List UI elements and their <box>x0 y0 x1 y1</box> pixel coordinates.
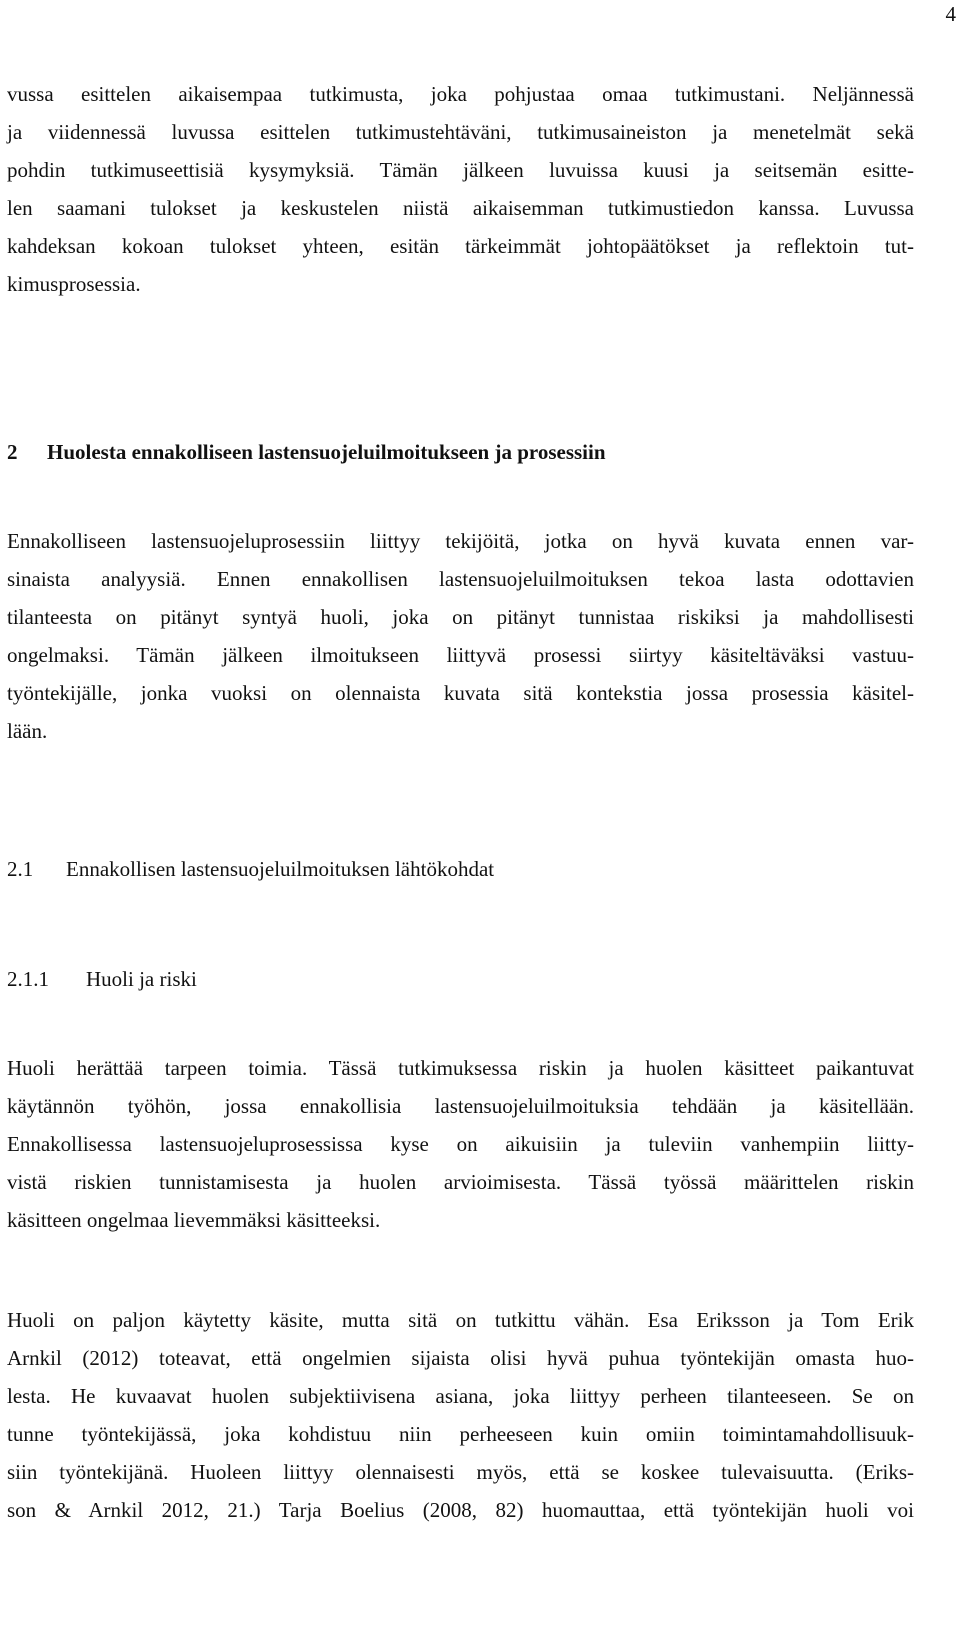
text-line: Huoli on paljon käytetty käsite, mutta sitä on tutkittu vähän. Esa Eriksson ja Tom Erik <box>7 1308 914 1332</box>
text-line: ongelmaksi. Tämän jälkeen ilmoitukseen liittyvä prosessi siirtyy käsiteltäväksi vastuu- <box>7 643 914 667</box>
text-line: pohdin tutkimuseettisiä kysymyksiä. Tämän jälkeen luvuissa kuusi ja seitsemän esitte- <box>7 158 914 182</box>
text-line: käsitteen ongelmaa lievemmäksi käsitteeksi. <box>7 1208 381 1232</box>
section-heading-2-1 <box>7 855 914 883</box>
text-line: käytännön työhön, jossa ennakollisia lastensuojeluilmoituksia tehdään ja käsitellään. <box>7 1094 914 1118</box>
heading-number: 2.1.1 <box>7 967 49 991</box>
heading-title: Ennakollisen lastensuojeluilmoituksen lähtökohdat <box>66 857 495 881</box>
text-line: työntekijälle, jonka vuoksi on olennaista kuvata sitä kontekstia jossa prosessia käsitel- <box>7 681 914 705</box>
heading-number: 2.1 <box>7 857 34 881</box>
heading-title: Huolesta ennakolliseen lastensuojeluilmoitukseen ja prosessiin <box>47 440 606 464</box>
text-line: tunne työntekijässä, joka kohdistuu niin perheeseen kuin omiin toimintamahdollisuuk- <box>7 1422 914 1446</box>
text-line: lään. <box>7 719 48 743</box>
section-heading-2-1-1 <box>7 965 914 993</box>
text-line: Arnkil (2012) toteavat, että ongelmien sijaista olisi hyvä puhua työntekijän omasta huo- <box>7 1346 914 1370</box>
heading-number: 2 <box>7 440 18 464</box>
text-line: kimusprosessia. <box>7 272 141 296</box>
page-number: 4 <box>945 2 956 26</box>
text-line: Huoli herättää tarpeen toimia. Tässä tutkimuksessa riskin ja huolen käsitteet paikantuvat <box>7 1056 914 1080</box>
text-line: lesta. He kuvaavat huolen subjektiivisena asiana, joka liittyy perheen tilanteeseen. Se on <box>7 1384 914 1408</box>
text-line: vussa esittelen aikaisempaa tutkimusta, joka pohjustaa omaa tutkimustani. Neljännessä <box>7 82 914 106</box>
text-line: siin työntekijänä. Huoleen liittyy olennaisesti myös, että se koskee tulevaisuutta. (Eriks- <box>7 1460 914 1484</box>
text-line: Ennakolliseen lastensuojeluprosessiin liittyy tekijöitä, jotka on hyvä kuvata ennen var- <box>7 529 914 553</box>
text-line: kahdeksan kokoan tulokset yhteen, esitän tärkeimmät johtopäätökset ja reflektoin tut- <box>7 234 914 258</box>
section-heading-2 <box>7 438 914 466</box>
text-line: len saamani tulokset ja keskustelen niistä aikaisemman tutkimustiedon kanssa. Luvussa <box>7 196 914 220</box>
text-line: tilanteesta on pitänyt syntyä huoli, joka on pitänyt tunnistaa riskiksi ja mahdollisesti <box>7 605 914 629</box>
heading-title: Huoli ja riski <box>86 967 197 991</box>
text-line: son & Arnkil 2012, 21.) Tarja Boelius (2008, 82) huomauttaa, että työntekijän huoli voi <box>7 1498 914 1522</box>
text-line: ja viidennessä luvussa esittelen tutkimustehtäväni, tutkimusaineiston ja menetelmät sekä <box>7 120 914 144</box>
text-line: Ennakollisessa lastensuojeluprosessissa kyse on aikuisiin ja tuleviin vanhempiin liitty- <box>7 1132 914 1156</box>
text-line: vistä riskien tunnistamisesta ja huolen arvioimisesta. Tässä työssä määrittelen riskin <box>7 1170 914 1194</box>
text-line: sinaista analyysiä. Ennen ennakollisen lastensuojeluilmoituksen tekoa lasta odottavien <box>7 567 914 591</box>
